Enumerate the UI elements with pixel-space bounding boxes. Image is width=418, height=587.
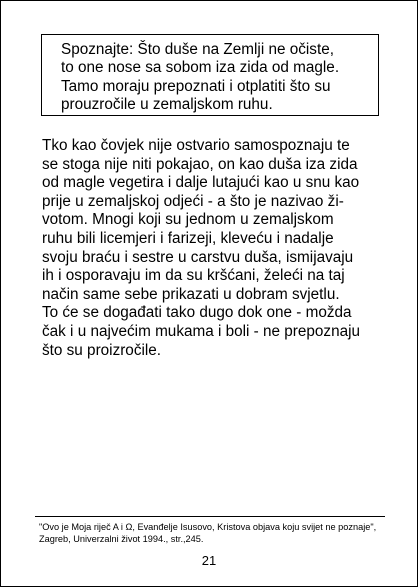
- footnote-divider: [35, 516, 385, 517]
- quote-text: Spoznajte: Što duše na Zemlji ne očiste, to one nose sa sobom iza zida od magle. Tamo moraju prepoznati i otplatiti što su prouzročile u zemaljskom ruhu.: [61, 41, 340, 114]
- footnote-citation: "Ovo je Moja riječ A i Ω, Evanđelje Isusovo, Kristova objava koju svijet ne poznaje", Zagreb, Univerzalni život 1994., str.,245.: [39, 522, 377, 544]
- page-number: 21: [201, 553, 217, 568]
- body-paragraph: Tko kao čovjek nije ostvario samospoznaju te se stoga nije niti pokajao, on kao duša iza zida od magle vegetira i dalje lutajući kao u snu kao prije u zemaljskoj odjeći - a što je nazivao ži- votom. Mnogi koji su jednom u zemaljskom ruhu bili licemjeri i farizeji, kleveću i nadalje svoju braću i sestre u carstvu duša, ismijavaju ih i osporavaju im da su kršćani, želeći na taj način same sebe prikazati u dobram svjetlu. To će se događati tako dugo dok one - možda čak i u najvećim mukama i boli - ne prepoznaju što su proizročile.: [42, 137, 360, 359]
- quote-box: [41, 34, 379, 116]
